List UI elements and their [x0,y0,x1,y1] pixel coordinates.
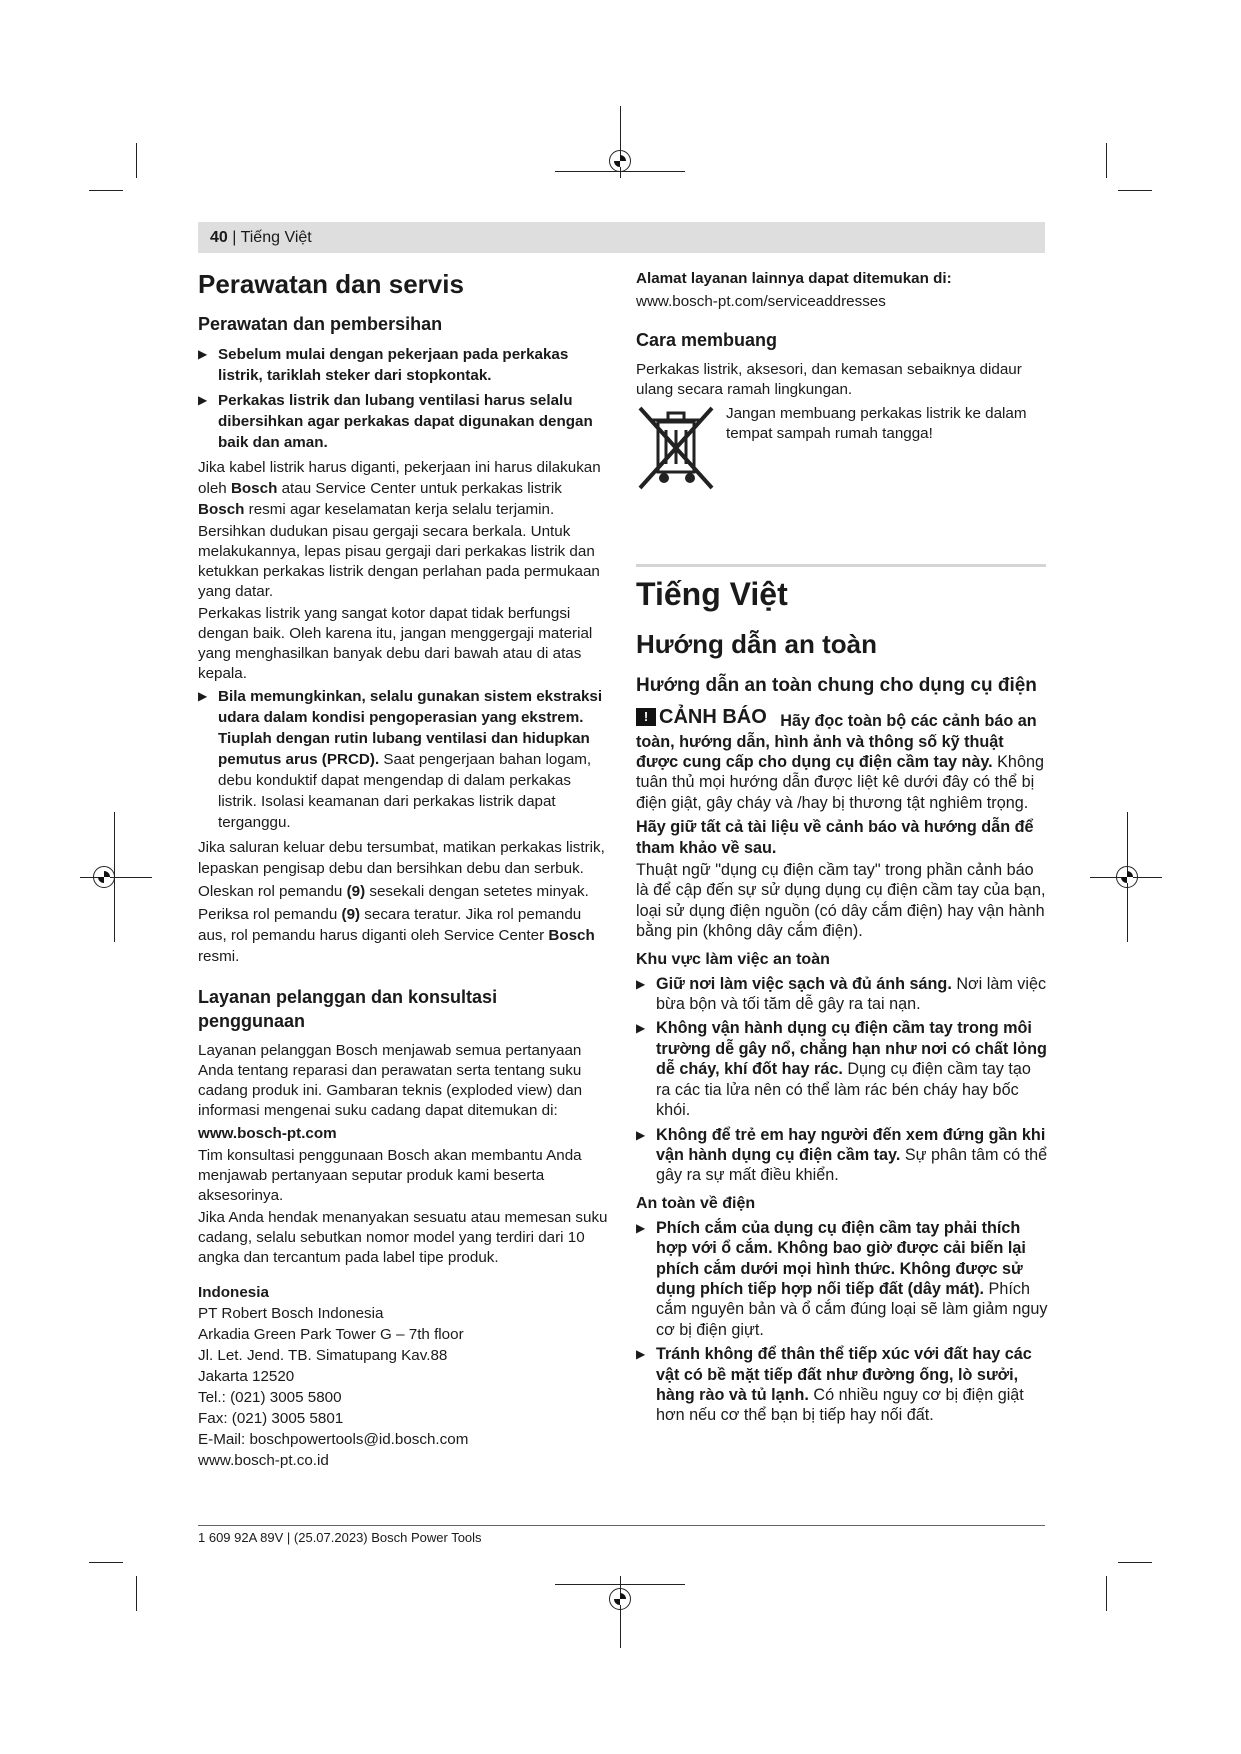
footer-rule [198,1525,1045,1526]
bullet-item: ▶ Không để trẻ em hay người đến xem đứng gần khi vận hành dụng cụ điện cầm tay. Sự phân tâm có thể gây ra sự mất điều khiển. [636,1125,1048,1185]
section-divider [636,564,1046,567]
bullet-icon: ▶ [198,689,208,703]
left-column [198,268,608,1471]
address-line: Jl. Let. Jend. TB. Simatupang Kav.88 [198,1347,448,1364]
subsection-heading: Cara membuang [636,330,778,350]
crop-mark [1106,1576,1107,1611]
subsection-heading: Layanan pelanggan dan konsultasi penggunaan [198,987,498,1031]
warning-paragraph: ! CẢNH BÁO Hãy đọc toàn bộ các cảnh báo an toàn, hướng dẫn, hình ảnh và thông số kỹ thuật được cung cấp cho dụng cụ điện cầm tay này. Không tuân thủ mọi hướng dẫn được liệt kê dưới đây có thể bị điện giật, gây cháy và /hay bị thương tật nghiêm trọng. [636,706,1044,812]
paragraph: Bersihkan dudukan pisau gergaji secara berkala. Untuk melakukannya, lepas pisau gergaji dari perkakas listrik dan ketukkan perkakas listrik dengan perlahan pada permukaan yang datar. [198,523,600,600]
section-title: Perawatan dan servis [198,269,464,299]
bullet-item [198,390,608,453]
bullet-icon: ▶ [636,1347,646,1362]
address-line: Arkadia Green Park Tower G – 7th floor [198,1326,464,1343]
bullet-item: ▶ Tránh không để thân thể tiếp xúc với đất hay các vật có bề mặt tiếp đất như đường ống, lò sưởi, hàng rào và tủ lạnh. Có nhiều nguy cơ bị điện giật hơn nếu cơ thể bạn bị tiếp hay nối đất. [636,1345,1032,1425]
bullet-icon: ▶ [198,347,208,361]
email-address[interactable]: E-Mail: boschpowertools@id.bosch.com [198,1431,469,1448]
bullet-text-bold: Bila memungkinkan, selalu gunakan sistem ekstraksi udara dalam kondisi pengoperasian yang ekstrem. Tiuplah dengan rutin lubang ventilasi dan hidupkan pemutus arus (PRCD). [218,688,603,768]
paragraph: Jika Anda hendak menanyakan sesuatu atau memesan suku cadang, selalu sebutkan nomor model yang terdiri dari 10 angka dan tercantum pada label tipe produk. [198,1209,608,1266]
crop-mark [1106,143,1107,178]
bullet-item: ▶ Phích cắm của dụng cụ điện cầm tay phải thích hợp với ổ cắm. Không bao giờ được cải biến lại phích cắm dưới mọi hình thức. Không được sử dụng phích tiếp hợp nối tiếp đất (dây mát). Phích cắm nguyên bản và ổ cắm đúng loại sẽ làm giảm nguy cơ bị điện giựt. [636,1218,1048,1339]
header-separator: | [232,229,237,246]
bullet-text: Sebelum mulai dengan pekerjaan pada perkakas listrik, tariklah steker dari stopkontak. [218,346,569,384]
bullet-icon: ▶ [636,1021,646,1036]
service-url[interactable]: www.bosch-pt.com/serviceaddresses [636,293,886,310]
bullet-icon: ▶ [636,1127,646,1142]
registration-line [555,1584,685,1585]
bullet-item [198,686,608,833]
crop-mark [136,143,137,178]
paragraph: Perkakas listrik yang sangat kotor dapat tidak berfungsi dengan baik. Oleh karena itu, jangan menggergaji material yang menghasilkan banyak debu dari bawah atau di atas kepala. [198,605,593,682]
vietnamese-section [636,574,1048,1430]
general-safety-heading: Hướng dẫn an toàn chung cho dụng cụ điện [636,675,1037,696]
header-language: Tiếng Việt [240,229,312,246]
fax-number: Fax: (021) 3005 5801 [198,1410,344,1427]
bullet-item: ▶ Giữ nơi làm việc sạch và đủ ánh sáng. Nơi làm việc bừa bộn và tối tăm dễ gây ra tai nạn. [636,974,1047,1014]
safety-heading: Hướng dẫn an toàn [636,629,877,659]
phone-number: Tel.: (021) 3005 5800 [198,1389,342,1406]
subsection-heading: Perawatan dan pembersihan [198,314,443,334]
right-column [636,268,1046,496]
crop-mark [1118,1562,1152,1563]
disposal-warning: Jangan membuang perkakas listrik ke dalam tempat sampah rumah tangga! [726,405,1027,442]
warning-triangle-icon: ! [636,708,656,726]
bullet-icon: ▶ [636,976,646,991]
country-name: Indonesia [198,1284,269,1301]
work-area-heading: Khu vực làm việc an toàn [636,950,830,968]
page-header-bar [198,222,1045,253]
crop-mark [1118,190,1152,191]
crop-mark [89,190,123,191]
language-title: Tiếng Việt [636,576,788,612]
warning-badge: ! CẢNH BÁO [636,707,767,727]
registration-line [620,1576,621,1648]
paragraph: Jika kabel listrik harus diganti, pekerjaan ini harus dilakukan oleh Bosch atau Service Center untuk perkakas listrik Bosch resmi agar keselamatan kerja selalu terjamin. [198,459,601,518]
website-link[interactable]: www.bosch-pt.co.id [198,1452,329,1469]
bullet-icon: ▶ [636,1220,646,1235]
address-block [198,1282,608,1471]
paragraph: Perkakas listrik, aksesori, dan kemasan sebaiknya didaur ulang secara ramah lingkungan. [636,361,1022,398]
electrical-safety-heading: An toàn về điện [636,1194,756,1212]
crop-mark [89,1562,123,1563]
page-footer: 1 609 92A 89V | (25.07.2023) Bosch Power Tools [198,1530,482,1545]
keep-instructions: Hãy giữ tất cả tài liệu về cảnh báo và hướng dẫn để tham khảo về sau. [636,818,1034,857]
paragraph: Tim konsultasi penggunaan Bosch akan membantu Anda menjawab pertanyaan seputar produk kami beserta aksesorinya. [198,1147,582,1204]
bullet-text: Saat pengerjaan bahan logam, debu konduktif dapat mengendap di dalam perkakas listrik. Isolasi keamanan dari perkakas listrik dapat terganggu. [218,751,592,831]
registration-mark-icon [93,866,115,888]
crop-mark [136,1576,137,1611]
term-definition: Thuật ngữ "dụng cụ điện cầm tay" trong phần cảnh báo là để cập đến sự sử dụng dụng cụ điện cầm tay của bạn, loại sử dụng điện nguồn (có dây cắm điện) hay vận hành bằng pin (không dây cắm điện). [636,861,1046,941]
link-text[interactable]: www.bosch-pt.com [198,1125,337,1142]
page-header [210,229,312,247]
registration-mark-icon [609,150,631,172]
paragraph: Oleskan rol pemandu (9) sesekali dengan setetes minyak. [198,883,589,900]
crossed-out-bin-icon [636,404,716,492]
bullet-item: ▶ Không vận hành dụng cụ điện cầm tay trong môi trường dễ gây nổ, chẳng hạn như nơi có chất lỏng dễ cháy, khí đốt hay rác. Dụng cụ điện cầm tay tạo ra các tia lửa nên có thể làm rác bén cháy hay bốc khói. [636,1019,1047,1120]
paragraph: Jika saluran keluar debu tersumbat, matikan perkakas listrik, lepaskan pengisap debu dan bersihkan debu dan serbuk. [198,839,605,877]
bullet-item [198,344,608,386]
bullet-text: Perkakas listrik dan lubang ventilasi harus selalu dibersihkan agar perkakas dapat digunakan dengan baik dan aman. [218,392,593,451]
address-line: Jakarta 12520 [198,1368,295,1385]
address-line: PT Robert Bosch Indonesia [198,1305,384,1322]
paragraph: Periksa rol pemandu (9) secara teratur. Jika rol pemandu aus, rol pemandu harus diganti oleh Service Center Bosch resmi. [198,906,595,965]
disposal-note [636,404,1046,496]
registration-mark-icon [1116,866,1138,888]
service-heading: Alamat layanan lainnya dapat ditemukan di: [636,270,952,287]
paragraph: Layanan pelanggan Bosch menjawab semua pertanyaan Anda tentang reparasi dan perawatan serta tentang suku cadang produk ini. Gambaran teknis (exploded view) dan informasi mengenai suku cadang dapat ditemukan di: [198,1042,583,1119]
bullet-icon: ▶ [198,393,208,407]
page-number: 40 [210,229,228,246]
registration-mark-icon [609,1588,631,1610]
registration-line [80,877,152,878]
